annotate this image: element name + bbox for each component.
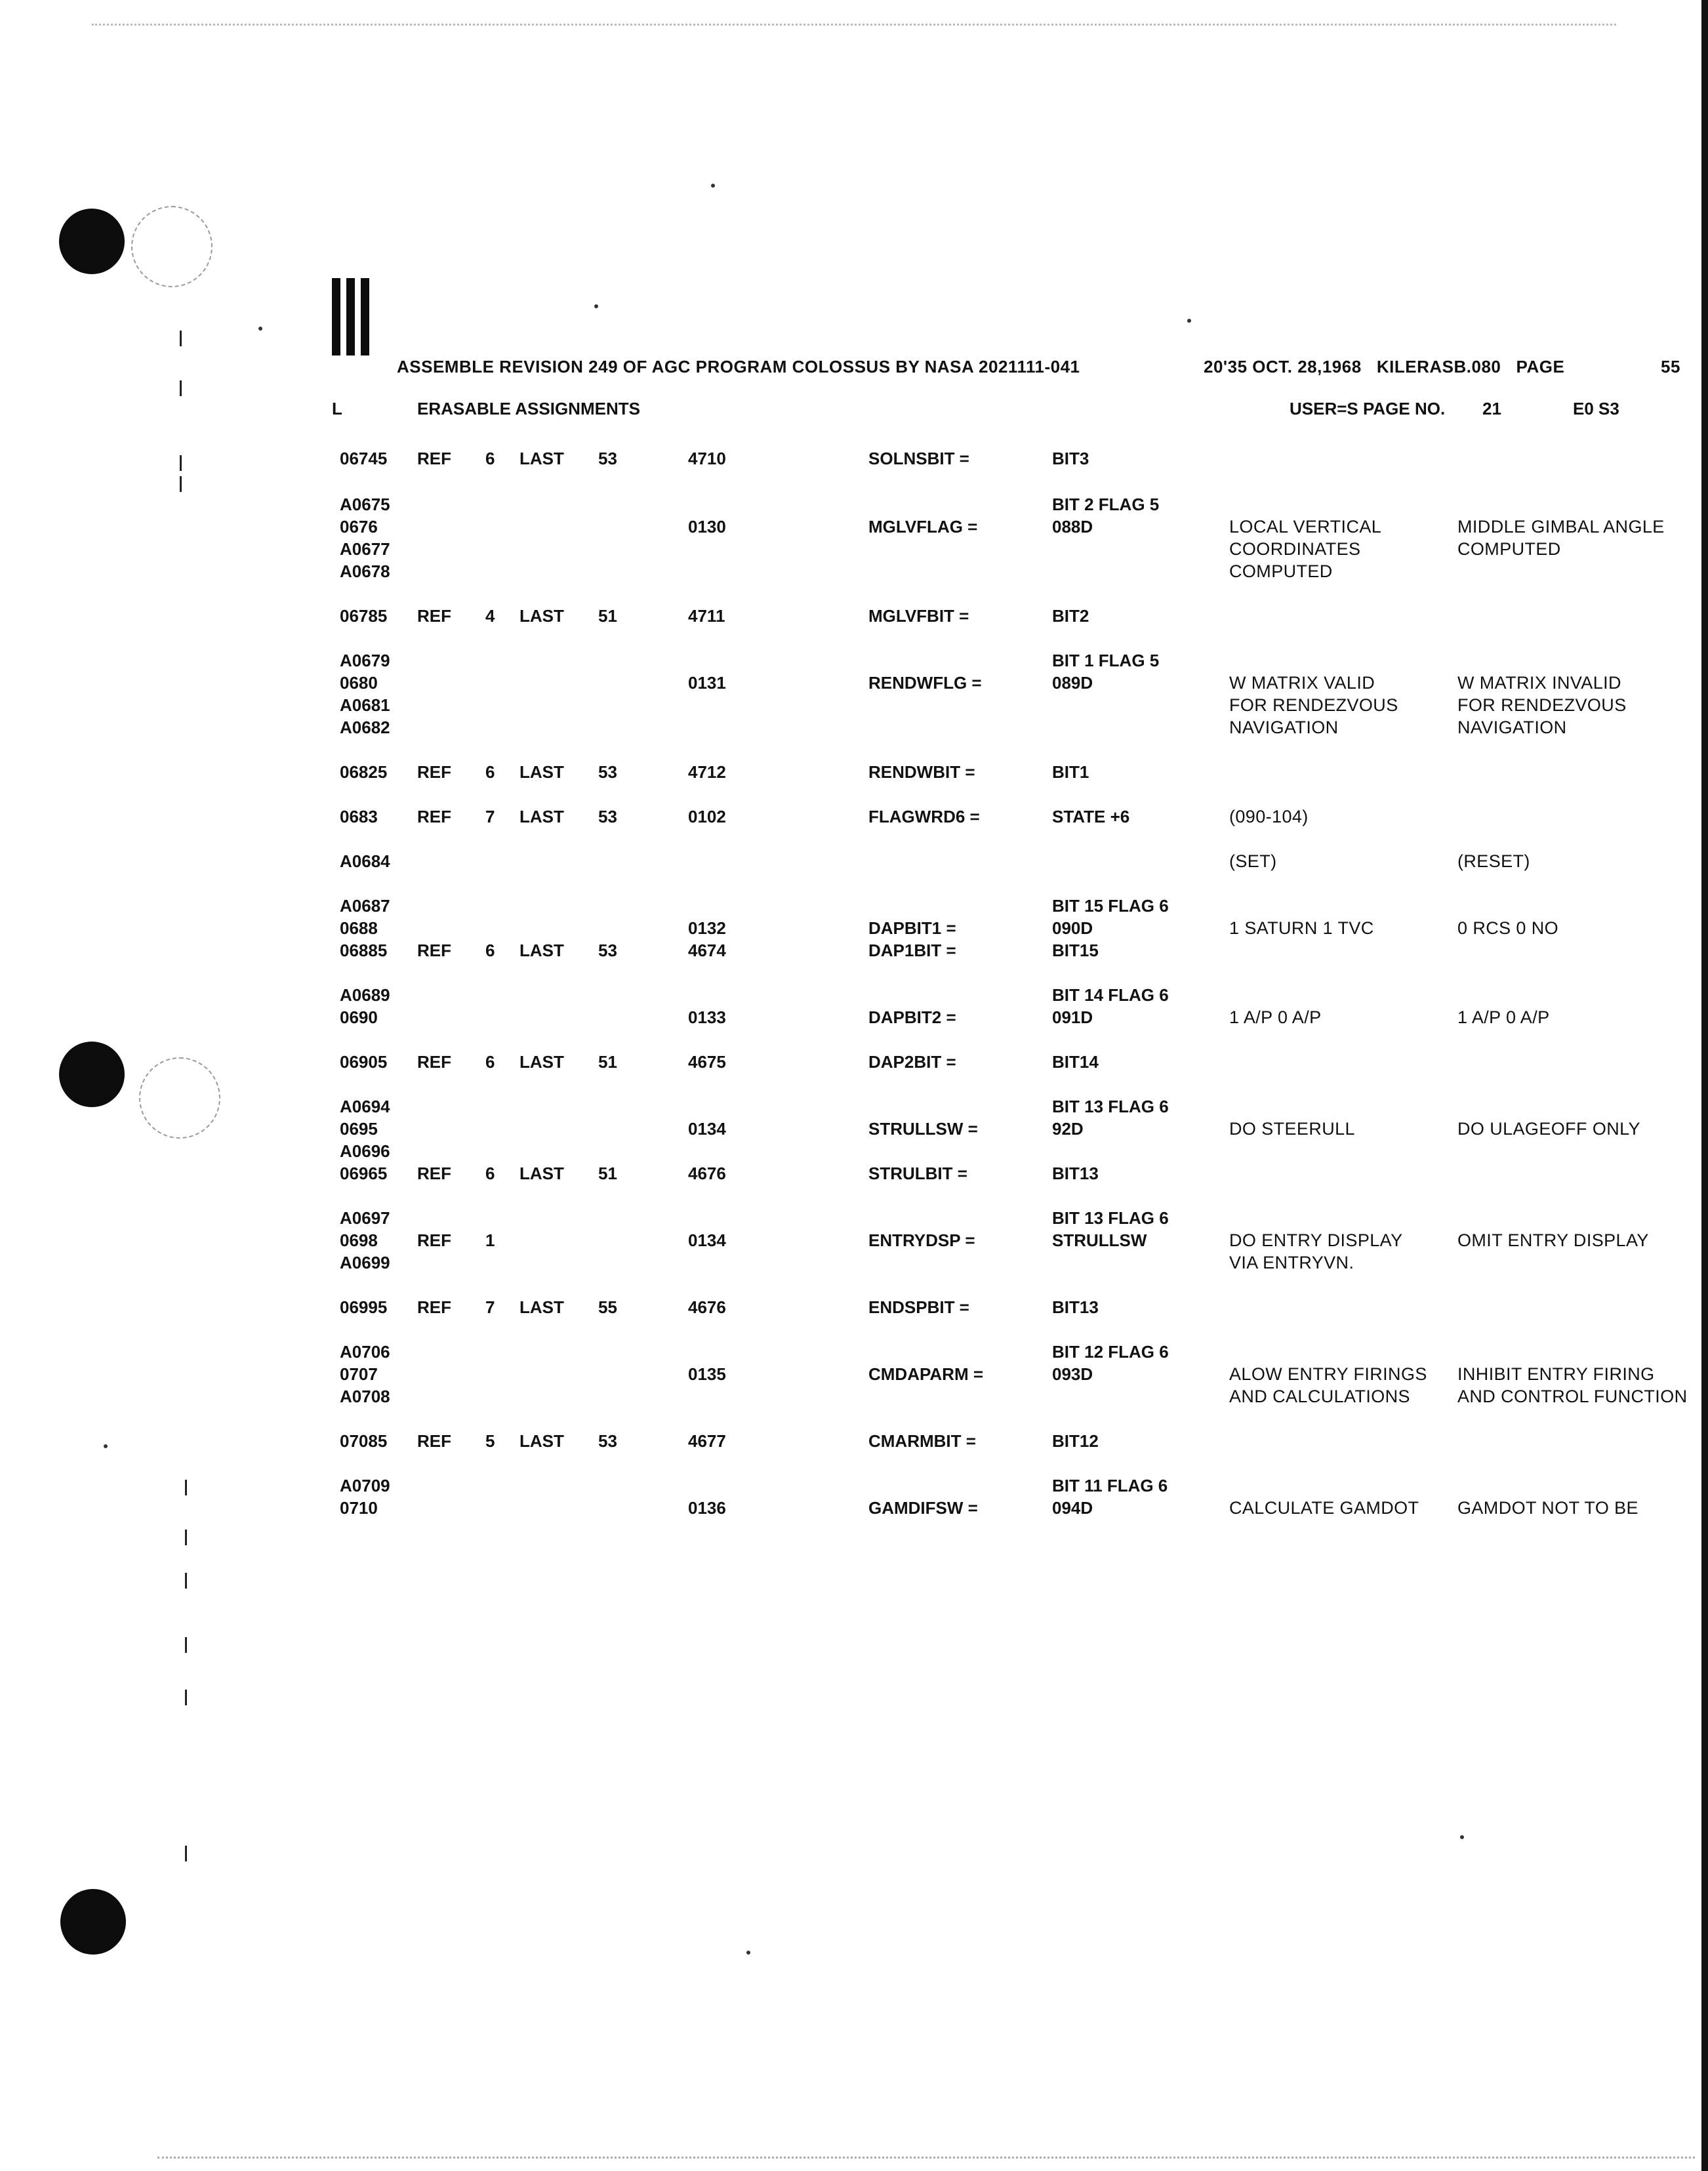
user-page-number: 21 xyxy=(1482,399,1501,418)
symbol-name: STRULLSW = xyxy=(868,1119,978,1139)
symbol-name: MGLVFLAG = xyxy=(868,517,978,537)
listing-label: A0696 xyxy=(340,1141,390,1161)
ref-count: 6 xyxy=(485,449,495,468)
last-page: 53 xyxy=(598,1431,617,1451)
listing-label: 06905 xyxy=(340,1052,388,1072)
symbol-value: 093D xyxy=(1052,1364,1093,1384)
symbol-value: BIT15 xyxy=(1052,941,1099,960)
symbol-name: STRULBIT = xyxy=(868,1164,967,1183)
octal-address: 4675 xyxy=(688,1052,726,1072)
last-page: 51 xyxy=(598,1164,617,1183)
timestamp: 20'35 OCT. 28,1968 xyxy=(1204,357,1362,376)
reset-meaning: DO ULAGEOFF ONLY xyxy=(1457,1119,1640,1139)
set-meaning: (SET) xyxy=(1229,851,1277,871)
reset-meaning: AND CONTROL FUNCTION xyxy=(1457,1387,1688,1406)
page-bottom-edge xyxy=(157,2157,1695,2159)
listing-label: A0684 xyxy=(340,851,390,871)
last-keyword: LAST xyxy=(519,762,564,782)
symbol-value: 089D xyxy=(1052,673,1093,693)
last-page: 55 xyxy=(598,1297,617,1317)
listing-label: 0707 xyxy=(340,1364,378,1384)
listing-label: 06825 xyxy=(340,762,388,782)
octal-address: 0133 xyxy=(688,1007,726,1027)
symbol-value: BIT 13 FLAG 6 xyxy=(1052,1097,1169,1116)
listing-label: 06965 xyxy=(340,1164,388,1183)
listing-label: A0687 xyxy=(340,896,390,916)
printer-logo-icon xyxy=(332,278,370,355)
symbol-value: BIT 11 FLAG 6 xyxy=(1052,1476,1168,1495)
octal-address: 0102 xyxy=(688,807,726,826)
ref-count: 6 xyxy=(485,1164,495,1183)
listing-label: A0678 xyxy=(340,561,390,581)
reset-meaning: INHIBIT ENTRY FIRING xyxy=(1457,1364,1655,1384)
listing-label: 0698 xyxy=(340,1230,378,1250)
listing-label: A0689 xyxy=(340,985,390,1005)
speck xyxy=(1187,319,1191,323)
symbol-name: ENTRYDSP = xyxy=(868,1230,975,1250)
symbol-value: BIT1 xyxy=(1052,762,1089,782)
listing-label: A0709 xyxy=(340,1476,390,1495)
listing-label: 07085 xyxy=(340,1431,388,1451)
symbol-value: BIT 15 FLAG 6 xyxy=(1052,896,1169,916)
symbol-name: RENDWBIT = xyxy=(868,762,975,782)
listing-label: 0710 xyxy=(340,1498,378,1518)
listing-label: 0676 xyxy=(340,517,378,537)
page-label: PAGE xyxy=(1516,357,1565,376)
set-meaning: LOCAL VERTICAL xyxy=(1229,517,1382,537)
last-keyword: LAST xyxy=(519,449,564,468)
reset-meaning: FOR RENDEZVOUS xyxy=(1457,695,1627,715)
symbol-name: CMARMBIT = xyxy=(868,1431,976,1451)
speck xyxy=(1460,1835,1464,1839)
e0-label: E0 S3 xyxy=(1573,399,1619,418)
octal-address: 4711 xyxy=(688,606,725,626)
ref-keyword: REF xyxy=(417,1297,451,1317)
symbol-value: BIT 2 FLAG 5 xyxy=(1052,495,1160,514)
set-meaning: 1 SATURN 1 TVC xyxy=(1229,918,1374,938)
symbol-name: DAPBIT1 = xyxy=(868,918,956,938)
binder-hole-bottom xyxy=(60,1889,126,1955)
set-meaning: ALOW ENTRY FIRINGS xyxy=(1229,1364,1427,1384)
listing-label: 0695 xyxy=(340,1119,378,1139)
octal-address: 4710 xyxy=(688,449,726,468)
symbol-value: BIT3 xyxy=(1052,449,1089,468)
ref-keyword: REF xyxy=(417,807,451,826)
listing-label: A0697 xyxy=(340,1208,390,1228)
listing-label: 06745 xyxy=(340,449,388,468)
ref-keyword: REF xyxy=(417,941,451,960)
set-meaning: COMPUTED xyxy=(1229,561,1333,581)
ref-count: 7 xyxy=(485,1297,495,1317)
listing-label: 0690 xyxy=(340,1007,378,1027)
symbol-value: STRULLSW xyxy=(1052,1230,1147,1250)
kilerase-label: KILERASB.080 xyxy=(1376,357,1501,376)
symbol-value: BIT 14 FLAG 6 xyxy=(1052,985,1169,1005)
set-meaning: DO STEERULL xyxy=(1229,1119,1355,1139)
page-top-edge xyxy=(92,24,1616,26)
octal-address: 4676 xyxy=(688,1297,726,1317)
set-meaning: AND CALCULATIONS xyxy=(1229,1387,1410,1406)
symbol-name: DAP1BIT = xyxy=(868,941,956,960)
symbol-value: BIT 13 FLAG 6 xyxy=(1052,1208,1169,1228)
set-meaning: DO ENTRY DISPLAY xyxy=(1229,1230,1403,1250)
ref-count: 6 xyxy=(485,762,495,782)
last-page: 51 xyxy=(598,606,617,626)
octal-address: 4676 xyxy=(688,1164,726,1183)
symbol-value: BIT14 xyxy=(1052,1052,1099,1072)
set-meaning: FOR RENDEZVOUS xyxy=(1229,695,1398,715)
last-page: 53 xyxy=(598,762,617,782)
octal-address: 0134 xyxy=(688,1230,726,1250)
set-meaning: CALCULATE GAMDOT xyxy=(1229,1498,1419,1518)
speck xyxy=(746,1951,750,1955)
program-title: ASSEMBLE REVISION 249 OF AGC PROGRAM COLOSSUS BY NASA 2021111-041 xyxy=(397,357,1080,376)
symbol-name: DAP2BIT = xyxy=(868,1052,956,1072)
symbol-value: STATE +6 xyxy=(1052,807,1130,826)
last-keyword: LAST xyxy=(519,1164,564,1183)
symbol-value: BIT13 xyxy=(1052,1297,1099,1317)
last-page: 53 xyxy=(598,941,617,960)
listing-label: 0688 xyxy=(340,918,378,938)
symbol-name: RENDWFLG = xyxy=(868,673,982,693)
ref-count: 1 xyxy=(485,1230,495,1250)
ref-count: 7 xyxy=(485,807,495,826)
symbol-value: BIT2 xyxy=(1052,606,1089,626)
ref-keyword: REF xyxy=(417,762,451,782)
ref-count: 6 xyxy=(485,941,495,960)
ref-keyword: REF xyxy=(417,1230,451,1250)
last-keyword: LAST xyxy=(519,1297,564,1317)
octal-address: 4712 xyxy=(688,762,726,782)
page-number: 55 xyxy=(1661,357,1680,376)
symbol-name: DAPBIT2 = xyxy=(868,1007,956,1027)
margin-tick xyxy=(180,380,182,396)
margin-tick xyxy=(180,331,182,346)
reset-meaning: GAMDOT NOT TO BE xyxy=(1457,1498,1638,1518)
listing-label: A0708 xyxy=(340,1387,390,1406)
octal-address: 0130 xyxy=(688,517,726,537)
listing-label: A0694 xyxy=(340,1097,390,1116)
set-meaning: NAVIGATION xyxy=(1229,718,1339,737)
speck xyxy=(594,304,598,308)
reset-meaning: (RESET) xyxy=(1457,851,1530,871)
reset-meaning: NAVIGATION xyxy=(1457,718,1567,737)
octal-address: 0134 xyxy=(688,1119,726,1139)
listing-label: A0675 xyxy=(340,495,390,514)
symbol-value: BIT12 xyxy=(1052,1431,1099,1451)
symbol-value: BIT 12 FLAG 6 xyxy=(1052,1342,1169,1362)
octal-address: 4677 xyxy=(688,1431,726,1451)
last-keyword: LAST xyxy=(519,1431,564,1451)
symbol-value: 92D xyxy=(1052,1119,1084,1139)
section-title: ERASABLE ASSIGNMENTS xyxy=(417,399,640,418)
speck xyxy=(711,184,715,188)
set-meaning: COORDINATES xyxy=(1229,539,1361,559)
speck xyxy=(258,327,262,331)
margin-tick xyxy=(185,1846,187,1861)
symbol-value: 088D xyxy=(1052,517,1093,537)
symbol-name: GAMDIFSW = xyxy=(868,1498,978,1518)
last-keyword: LAST xyxy=(519,606,564,626)
octal-address: 0135 xyxy=(688,1364,726,1384)
symbol-name: FLAGWRD6 = xyxy=(868,807,980,826)
ref-count: 5 xyxy=(485,1431,495,1451)
ref-keyword: REF xyxy=(417,449,451,468)
listing-label: A0706 xyxy=(340,1342,390,1362)
listing-label: 06785 xyxy=(340,606,388,626)
listing-label: 0683 xyxy=(340,807,378,826)
symbol-value: BIT13 xyxy=(1052,1164,1099,1183)
symbol-name: CMDAPARM = xyxy=(868,1364,984,1384)
last-keyword: LAST xyxy=(519,941,564,960)
octal-address: 0131 xyxy=(688,673,726,693)
symbol-value: 090D xyxy=(1052,918,1093,938)
reset-meaning: COMPUTED xyxy=(1457,539,1561,559)
margin-tick xyxy=(185,1573,187,1589)
reset-meaning: 0 RCS 0 NO xyxy=(1457,918,1559,938)
binder-hole-outline-top xyxy=(131,206,213,287)
listing-label: 06885 xyxy=(340,941,388,960)
octal-address: 0136 xyxy=(688,1498,726,1518)
symbol-value: 094D xyxy=(1052,1498,1093,1518)
listing-label: 06995 xyxy=(340,1297,388,1317)
ref-count: 4 xyxy=(485,606,495,626)
margin-tick xyxy=(185,1690,187,1705)
last-page: 53 xyxy=(598,807,617,826)
binder-hole-top xyxy=(59,209,125,274)
margin-tick xyxy=(185,1637,187,1653)
listing-label: A0682 xyxy=(340,718,390,737)
reset-meaning: MIDDLE GIMBAL ANGLE xyxy=(1457,517,1665,537)
reset-meaning: W MATRIX INVALID xyxy=(1457,673,1621,693)
octal-address: 0132 xyxy=(688,918,726,938)
symbol-name: ENDSPBIT = xyxy=(868,1297,969,1317)
listing-label: A0677 xyxy=(340,539,390,559)
user-page-label: USER=S PAGE NO. xyxy=(1290,399,1446,418)
symbol-value: 091D xyxy=(1052,1007,1093,1027)
listing-label: A0699 xyxy=(340,1253,390,1272)
listing-mark: L xyxy=(332,399,342,418)
octal-address: 4674 xyxy=(688,941,726,960)
listing-label: A0681 xyxy=(340,695,390,715)
last-page: 53 xyxy=(598,449,617,468)
reset-meaning: 1 A/P 0 A/P xyxy=(1457,1007,1550,1027)
set-meaning: 1 A/P 0 A/P xyxy=(1229,1007,1322,1027)
symbol-name: SOLNSBIT = xyxy=(868,449,969,468)
last-page: 51 xyxy=(598,1052,617,1072)
ref-count: 6 xyxy=(485,1052,495,1072)
symbol-value: BIT 1 FLAG 5 xyxy=(1052,651,1160,670)
symbol-name: MGLVFBIT = xyxy=(868,606,969,626)
listing-label: A0679 xyxy=(340,651,390,670)
set-meaning: W MATRIX VALID xyxy=(1229,673,1375,693)
reset-meaning: OMIT ENTRY DISPLAY xyxy=(1457,1230,1649,1250)
last-keyword: LAST xyxy=(519,1052,564,1072)
set-meaning: VIA ENTRYVN. xyxy=(1229,1253,1354,1272)
set-meaning: (090-104) xyxy=(1229,807,1309,826)
last-keyword: LAST xyxy=(519,807,564,826)
ref-keyword: REF xyxy=(417,1052,451,1072)
ref-keyword: REF xyxy=(417,1431,451,1451)
listing-label: 0680 xyxy=(340,673,378,693)
ref-keyword: REF xyxy=(417,1164,451,1183)
ref-keyword: REF xyxy=(417,606,451,626)
listing-row xyxy=(0,1497,1708,1562)
